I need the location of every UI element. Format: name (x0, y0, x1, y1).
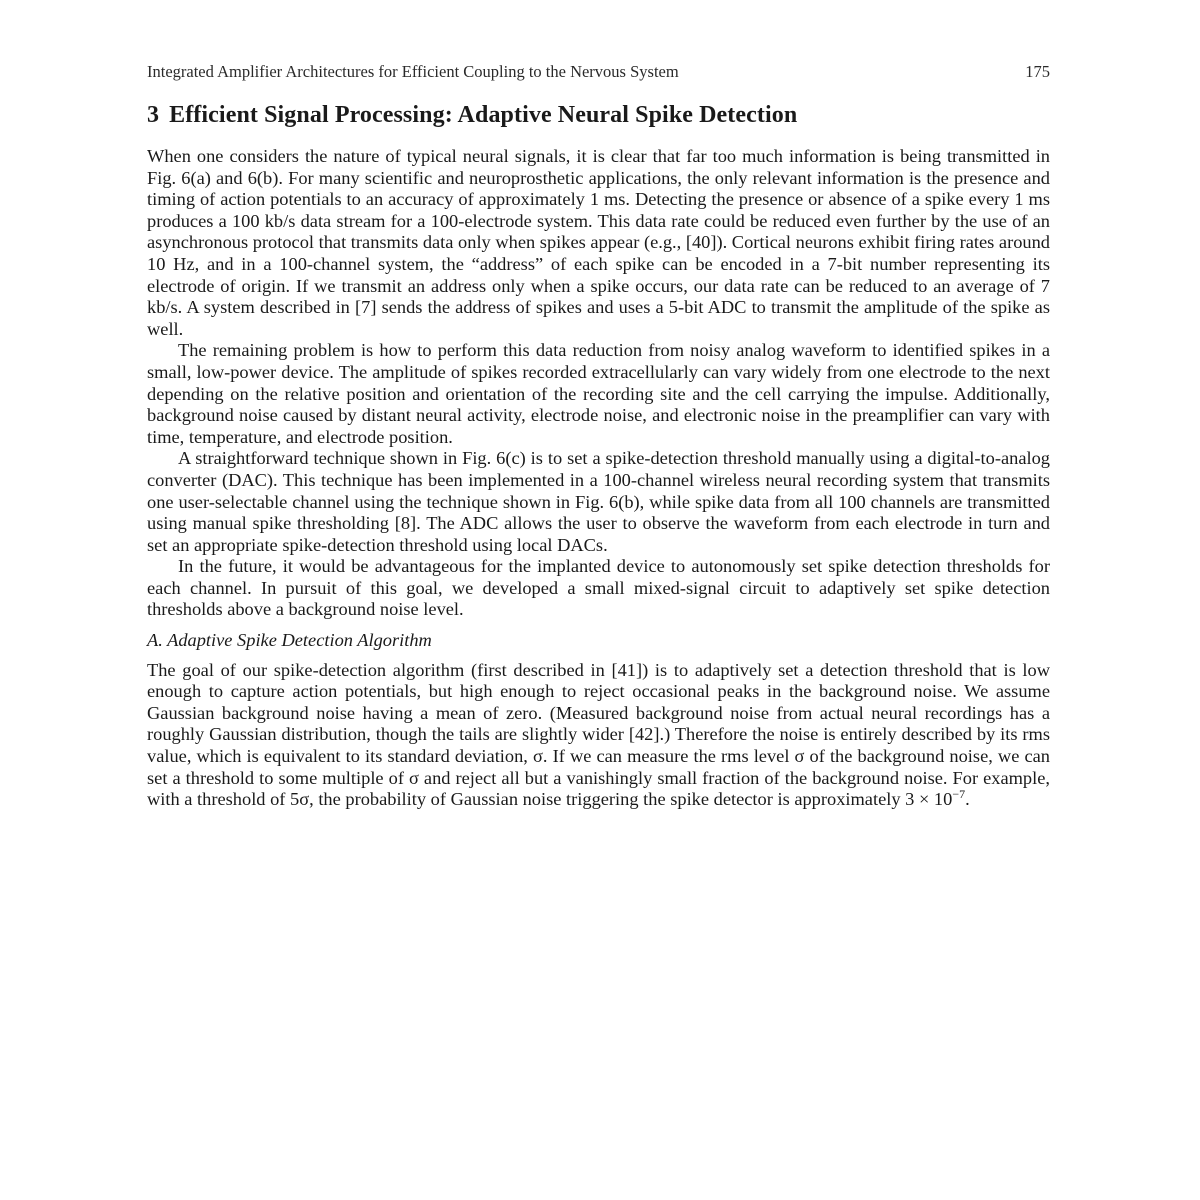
formula-exponent: −7 (952, 787, 966, 802)
page-number: 175 (1025, 62, 1050, 81)
formula-base: 3 × 10 (905, 789, 953, 810)
body-text (147, 146, 1050, 811)
paragraph-3: A straightforward technique shown in Fig. 6(c) is to set a spike-detection threshold manually using a digital-to-analog converter (DAC). This technique has been implemented in a 100-channel wireless neural recording system that transmits one user-selectable channel using the technique shown in Fig. 6(b), while spike data from all 100 channels are transmitted using manual spike thresholding [8]. The ADC allows the user to observe the waveform from each electrode in turn and set an appropriate spike-detection threshold using local DACs. (147, 448, 1050, 555)
section-title: Efficient Signal Processing: Adaptive Neural Spike Detection (169, 102, 798, 128)
running-header (147, 62, 1050, 88)
subsection-paragraph-text: The goal of our spike-detection algorithm (first described in [41]) is to adaptively set a detection threshold that is low enough to capture action potentials, but high enough to reject occasional peaks in the background noise. We assume Gaussian background noise having a mean of zero. (Measured background noise from actual neural recordings has a roughly Gaussian distribution, though the tails are slightly wider [42].) Therefore the noise is entirely described by its rms value, which is equivalent to its standard deviation, σ. If we can measure the rms level σ of the background noise, we can set a threshold to some multiple of σ and reject all but a vanishingly small fraction of the background noise. For example, with a threshold of 5σ, the probability of Gaussian noise triggering the spike detector is approximately (147, 659, 1050, 810)
section-heading (147, 100, 1050, 130)
paper-page (147, 62, 1050, 811)
formula-end: . (965, 789, 970, 810)
paragraph-4: In the future, it would be advantageous for the implanted device to autonomously set spike detection thresholds for each channel. In pursuit of this goal, we developed a small mixed-signal circuit to adaptively set spike detection thresholds above a background noise level. (147, 556, 1050, 620)
subsection-heading: A. Adaptive Spike Detection Algorithm (147, 630, 432, 651)
running-title: Integrated Amplifier Architectures for Efficient Coupling to the Nervous System (147, 62, 679, 81)
paragraph-2: The remaining problem is how to perform this data reduction from noisy analog waveform to identified spikes in a small, low-power device. The amplitude of spikes recorded extracellularly can vary widely from one electrode to the next depending on the relative position and orientation of the recording site and the cell carrying the impulse. Additionally, background noise caused by distant neural activity, electrode noise, and electronic noise in the preamplifier can vary with time, temperature, and electrode position. (147, 340, 1050, 447)
paragraph-1: When one considers the nature of typical neural signals, it is clear that far too much information is being transmitted in Fig. 6(a) and 6(b). For many scientific and neuroprosthetic applications, the only relevant information is the presence and timing of action potentials to an accuracy of approximately 1 ms. Detecting the presence or absence of a spike every 1 ms produces a 100 kb/s data stream for a 100-electrode system. This data rate could be reduced even further by the use of an asynchronous protocol that transmits data only when spikes appear (e.g., [40]). Cortical neurons exhibit firing rates around 10 Hz, and in a 100-channel system, the “address” of each spike can be encoded in a 7-bit number representing its electrode of origin. If we transmit an address only when a spike occurs, our data rate can be reduced to an average of 7 kb/s. A system described in [7] sends the address of spikes and uses a 5-bit ADC to transmit the amplitude of the spike as well. (147, 146, 1050, 339)
subsection-paragraph (147, 660, 1050, 811)
probability-formula (905, 789, 970, 809)
section-number: 3 (147, 102, 160, 128)
